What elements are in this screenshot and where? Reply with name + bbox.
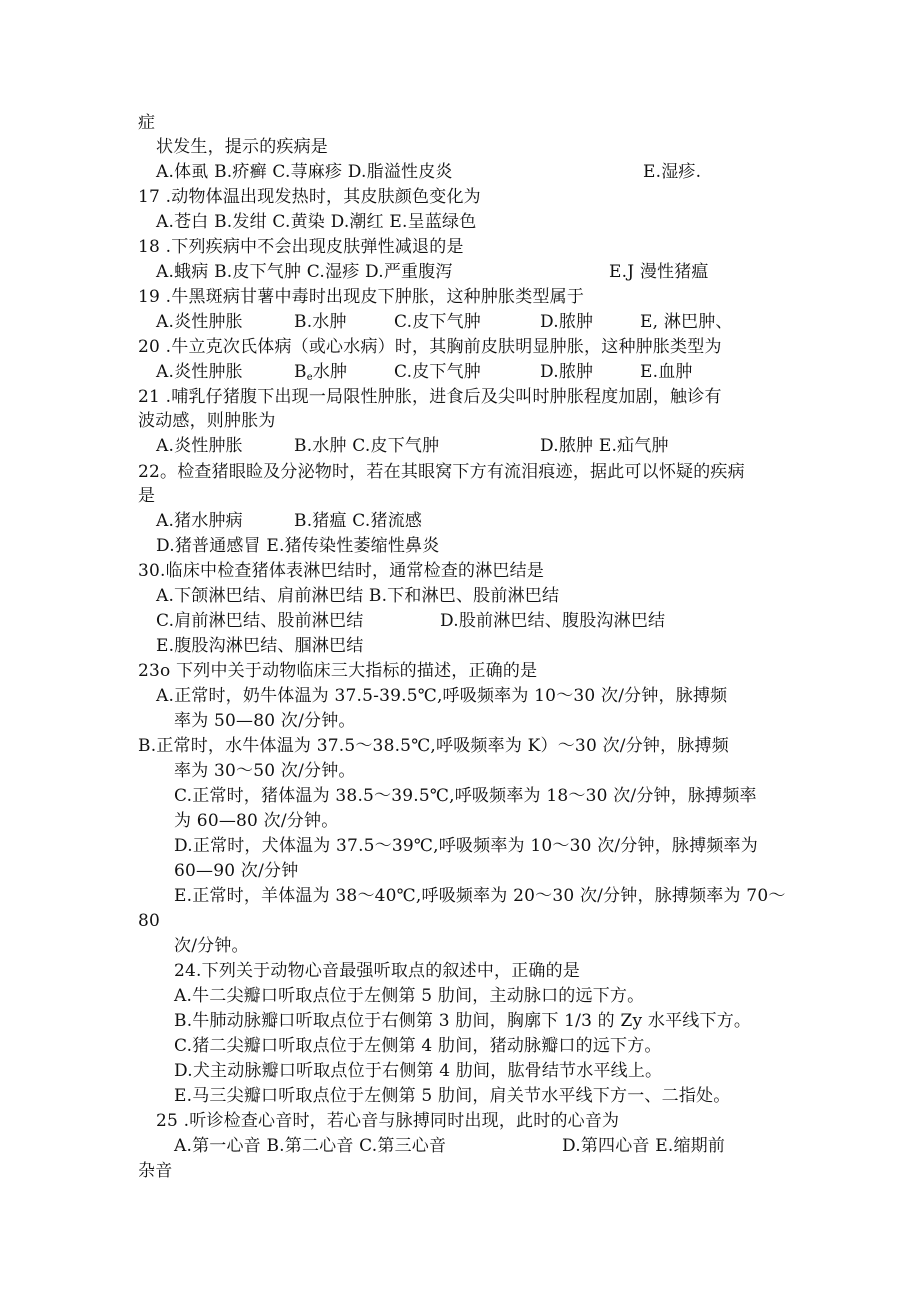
option-b-text: 水肿: [312, 362, 348, 382]
option-b: [294, 361, 347, 389]
option-e: E.湿疹.: [643, 162, 702, 182]
text-line: 次/分钟。: [174, 936, 249, 956]
text-line: 杂音: [138, 1161, 173, 1181]
text-line: 波动感，则肿胀为: [138, 411, 276, 431]
option-d: D.犬主动脉瓣口听取点位于右侧第 4 肋间，肱骨结节水平线上。: [174, 1061, 663, 1081]
option-line: A.下颌淋巴结、肩前淋巴结 B.下和淋巴、股前淋巴结: [156, 586, 560, 606]
option-e: E.腹股沟淋巴结、腘淋巴结: [156, 636, 364, 656]
text-line: 是: [138, 486, 156, 506]
text-line: 60—90 次/分钟: [174, 861, 299, 881]
option-e: E, 淋巴肿、: [640, 312, 733, 332]
question-21: 21 .哺乳仔猪腹下出现一局限性肿胀，进食后及尖叫时肿胀程度加剧，触诊有: [138, 387, 722, 407]
option-line: A.蛾病 B.皮下气肿 C.湿疹 D.严重腹泻: [156, 262, 453, 282]
option-e: E.正常时，羊体温为 38～40℃,呼吸频率为 20～30 次/分钟，脉搏频率为 70～: [174, 886, 786, 906]
option-a: A.炎性肿胀: [156, 436, 243, 456]
text-line: 率为 50—80 次/分钟。: [174, 711, 356, 731]
option-c: C.猪二尖瓣口听取点位于左侧第 4 肋间，猪动脉瓣口的远下方。: [174, 1036, 662, 1056]
option-b-letter: B: [294, 362, 307, 382]
option-e: E.J 漫性猪瘟: [609, 262, 709, 282]
option-d: D.股前淋巴结、腹股沟淋巴结: [440, 611, 666, 631]
question-17: 17 .动物体温出现发热时，其皮肤颜色变化为: [138, 187, 481, 207]
option-c: C.皮下气肿: [394, 362, 482, 382]
option-line: A.第一心音 B.第二心音 C.第三心音: [174, 1136, 447, 1156]
option-c: C.皮下气肿: [394, 312, 482, 332]
option-a: A.炎性肿胀: [156, 362, 243, 382]
question-19: 19 .牛黑斑病甘薯中毒时出现皮下肿胀，这种肿胀类型属于: [138, 287, 585, 307]
text-line: 率为 30～50 次/分钟。: [174, 761, 356, 781]
option-b: B.牛肺动脉瓣口听取点位于右侧第 3 肋间，胸廓下 1/3 的 Zy 水平线下方。: [174, 1011, 752, 1031]
question-25: 25 .听诊检查心音时，若心音与脉搏同时出现，此时的心音为: [156, 1111, 620, 1131]
option-line: A.体虱 B.疥癣 C.荨麻疹 D.脂溢性皮炎: [156, 162, 453, 182]
text-line: 80: [138, 911, 161, 931]
option-a: A.正常时，奶牛体温为 37.5-39.5℃,呼吸频率为 10～30 次/分钟，脉搏频: [156, 686, 728, 706]
option-c: C.肩前淋巴结、股前淋巴结: [156, 611, 364, 631]
question-24: 24.下列关于动物心音最强听取点的叙述中，正确的是: [174, 961, 581, 981]
option-d: D.正常时，犬体温为 37.5～39℃,呼吸频率为 10～30 次/分钟，脉搏频率为: [174, 836, 758, 856]
option-a: A.牛二尖瓣口听取点位于左侧第 5 肋间，主动脉口的远下方。: [174, 986, 645, 1006]
question-18: 18 .下列疾病中不会出现皮肤弹性减退的是: [138, 237, 464, 257]
option-d: D.第四心音 E.缩期前: [562, 1136, 726, 1156]
option-a: A.猪水肿病: [156, 511, 243, 531]
option-d: D.脓肿: [540, 312, 594, 332]
option-line: A.苍白 B.发绀 C.黄染 D.潮红 E.呈蓝绿色: [156, 212, 477, 232]
question-23: 23o 下列中关于动物临床三大指标的描述，正确的是: [138, 661, 538, 681]
option-c: C.正常时，猪体温为 38.5～39.5℃,呼吸频率为 18～30 次/分钟，脉搏频率: [174, 786, 757, 806]
option-b: B.正常时，水牛体温为 37.5～38.5℃,呼吸频率为 K）～30 次/分钟，脉搏频: [138, 736, 729, 756]
option-b-subscript: e: [306, 372, 313, 383]
option-e: E.马三尖瓣口听取点位于左侧第 5 肋间，肩关节水平线下方一、二指处。: [174, 1086, 731, 1106]
text-line: 症: [138, 113, 156, 133]
option-line: D.猪普通感冒 E.猪传染性萎缩性鼻炎: [156, 536, 440, 556]
question-20: 20 .牛立克次氏体病（或心水病）时，其胸前皮肤明显肿胀，这种肿胀类型为: [138, 337, 722, 357]
option-d: D.脓肿 E.疝气肿: [540, 436, 669, 456]
option-a: A.炎性肿胀: [156, 312, 243, 332]
text-line: 状发生，提示的疾病是: [156, 137, 328, 157]
question-30: 30.临床中检查猪体表淋巴结时，通常检查的淋巴结是: [138, 561, 545, 581]
option-b: B.水肿: [294, 312, 347, 332]
option-b: B.猪瘟 C.猪流感: [294, 511, 423, 531]
text-line: 为 60—80 次/分钟。: [174, 811, 339, 831]
option-b: B.水肿 C.皮下气肿: [294, 436, 440, 456]
option-d: D.脓肿: [540, 362, 594, 382]
question-22: 22。检查猪眼睑及分泌物时，若在其眼窝下方有流泪痕迹，据此可以怀疑的疾病: [138, 462, 745, 482]
option-e: E.血肿: [640, 362, 693, 382]
